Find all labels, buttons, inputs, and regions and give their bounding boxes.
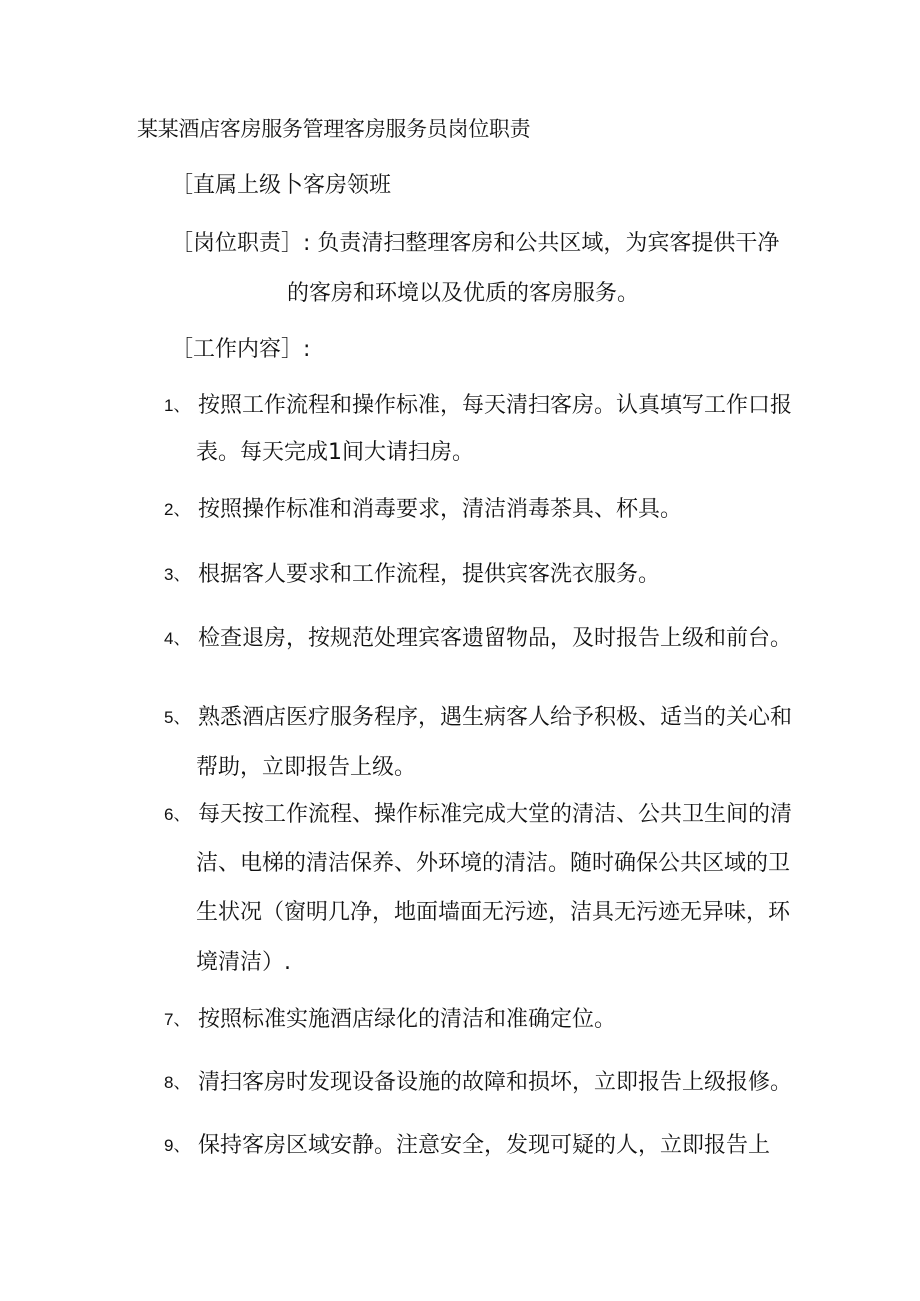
- list-item-text: 检查退房，按规范处理宾客遗留物品，及时报告上级和前台。: [198, 626, 793, 651]
- list-item-text: 清扫客房时发现设备设施的故障和损坏，立即报告上级报修。: [198, 1070, 793, 1095]
- supervisor-line: ［直属上级卜客房领班: [171, 173, 392, 198]
- list-item-number: 9、: [164, 1136, 191, 1155]
- list-item-number: 2、: [164, 500, 191, 519]
- duties-line-1: ［岗位职责］: 负责清扫整理客房和公共区域，为宾客提供干净: [171, 231, 780, 256]
- list-item-text: 熟悉酒店医疗服务程序，遇生病客人给予积极、适当的关心和: [198, 705, 793, 730]
- list-item: [164, 560, 660, 591]
- list-item-number: 7、: [164, 1010, 191, 1029]
- list-item-text: 按照标准实施酒店绿化的清洁和准确定位。: [198, 1007, 617, 1032]
- list-item-number: 4、: [164, 629, 191, 648]
- list-item-text: 按照工作流程和操作标准，每天清扫客房。认真填写工作口报: [198, 393, 793, 418]
- list-item-number: 1、: [164, 396, 191, 415]
- list-item-number: 8、: [164, 1073, 191, 1092]
- list-item-number: 6、: [164, 805, 191, 824]
- list-item-continuation: 境清洁）.: [196, 950, 291, 975]
- work-content-heading: ［工作内容］:: [171, 337, 311, 362]
- list-item: [164, 624, 792, 655]
- list-item-continuation: 洁、电梯的清洁保养、外环境的清洁。随时确保公共区域的卫: [196, 851, 791, 876]
- list-item-text: 按照操作标准和消毒要求，清洁消毒茶具、杯具。: [198, 497, 683, 522]
- list-item: [164, 800, 792, 831]
- list-item: [164, 1068, 792, 1099]
- list-item: [164, 1131, 770, 1162]
- list-item-number: 5、: [164, 708, 191, 727]
- document-title: 某某酒店客房服务管理客房服务员岗位职责: [137, 117, 531, 141]
- list-item: [164, 703, 792, 734]
- list-item-text: 每天按工作流程、操作标准完成大堂的清洁、公共卫生间的清: [198, 802, 793, 827]
- list-item: [164, 391, 792, 422]
- list-item-continuation: 表。每天完成1间大请扫房。: [196, 440, 474, 465]
- list-item-number: 3、: [164, 565, 191, 584]
- list-item-text: 根据客人要求和工作流程，提供宾客洗衣服务。: [198, 562, 661, 587]
- list-item-continuation: 帮助，立即报告上级。: [196, 755, 417, 780]
- list-item-text: 保持客房区域安静。注意安全，发现可疑的人，立即报告上: [198, 1133, 771, 1158]
- list-item-continuation: 生状况（窗明几净，地面墙面无污迹，洁具无污迹无异味，环: [196, 900, 791, 925]
- list-item: [164, 495, 682, 526]
- duties-line-2: 的客房和环境以及优质的客房服务。: [287, 281, 640, 306]
- list-item: [164, 1005, 616, 1036]
